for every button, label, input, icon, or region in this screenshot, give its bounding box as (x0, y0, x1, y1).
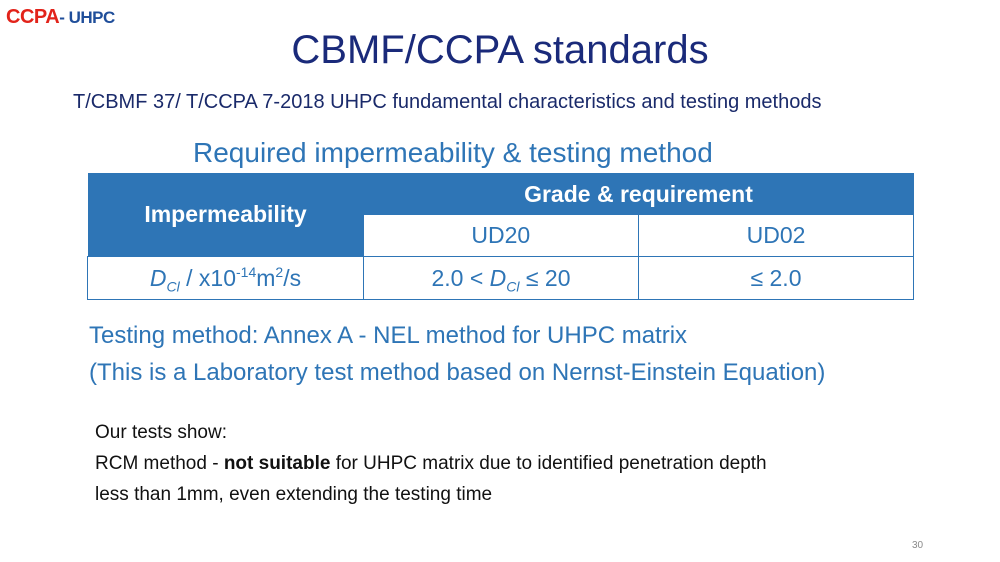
testing-method (89, 317, 825, 391)
notes-line2: RCM method - not suitable for UHPC matrix due to identified penetration depth (95, 453, 767, 474)
table-row (88, 257, 914, 300)
test-notes (95, 417, 767, 510)
value-ud20: $2.0 < D_{Cl} \le 20$ (364, 257, 639, 300)
testing-method-line1: Testing method: Annex A - NEL method for UHPC matrix (89, 322, 688, 349)
logo-suffix: - UHPC (59, 8, 115, 27)
header-grade-ud20: UD20 (364, 215, 639, 257)
value-ud02: ≤ 2.0 (639, 257, 914, 300)
row-label-dcl: $D_{Cl} / x10^{-14}m^2/s$ (88, 257, 364, 300)
table-caption: Required impermeability & testing method (193, 137, 713, 168)
header-grade-ud02: UD02 (639, 215, 914, 257)
header-grade-requirement: Grade & requirement (364, 173, 914, 215)
notes-line3: less than 1mm, even extending the testing time (95, 484, 493, 505)
notes-line1: Our tests show: (95, 422, 227, 443)
requirements-table (87, 173, 914, 300)
page-number: 30 (912, 540, 924, 551)
header-impermeability: Impermeability (88, 173, 364, 257)
logo (6, 6, 115, 29)
page-title: CBMF/CCPA standards (291, 28, 709, 72)
subtitle: T/CBMF 37/ T/CCPA 7-2018 UHPC fundamental characteristics and testing methods (73, 91, 822, 113)
testing-method-line2: (This is a Laboratory test method based on Nernst-Einstein Equation) (89, 359, 826, 386)
logo-brand: CCPA (6, 6, 60, 28)
